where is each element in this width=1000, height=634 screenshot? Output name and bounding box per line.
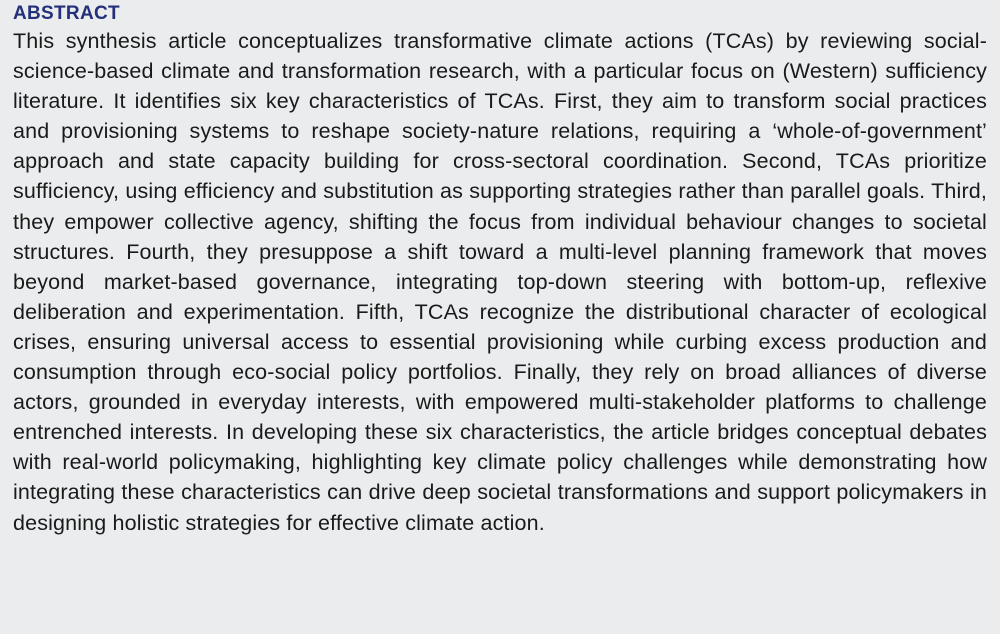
abstract-body-text: This synthesis article conceptualizes transformative climate actions (TCAs) by reviewing social-science-based climate and transformation research, with a particular focus on (Western) sufficiency literature. It identifies six key characteristics of TCAs. First, they aim to transform social practices and provisioning systems to reshape society-nature relations, requiring a ‘whole-of-government’ approach and state capacity building for cross-sectoral coordination. Second, TCAs prioritize sufficiency, using efficiency and substitution as supporting strategies rather than parallel goals. Third, they empower collective agency, shifting the focus from individual behaviour changes to societal structures. Fourth, they presuppose a shift toward a multi-level planning framework that moves beyond market-based governance, integrating top-down steering with bottom-up, reflexive deliberation and experimentation. Fifth, TCAs recognize the distributional character of ecological crises, ensuring universal access to essential provisioning while curbing excess production and consumption through eco-social policy portfolios. Finally, they rely on broad alliances of diverse actors, grounded in everyday interests, with empowered multi-stakeholder platforms to challenge entrenched interests. In developing these six characteristics, the article bridges conceptual debates with real-world policymaking, highlighting key climate policy challenges while demonstrating how integrating these characteristics can drive deep societal transformations and support policymakers in designing holistic strategies for effective climate action.	[13, 29, 987, 535]
abstract-heading: ABSTRACT	[13, 3, 120, 24]
